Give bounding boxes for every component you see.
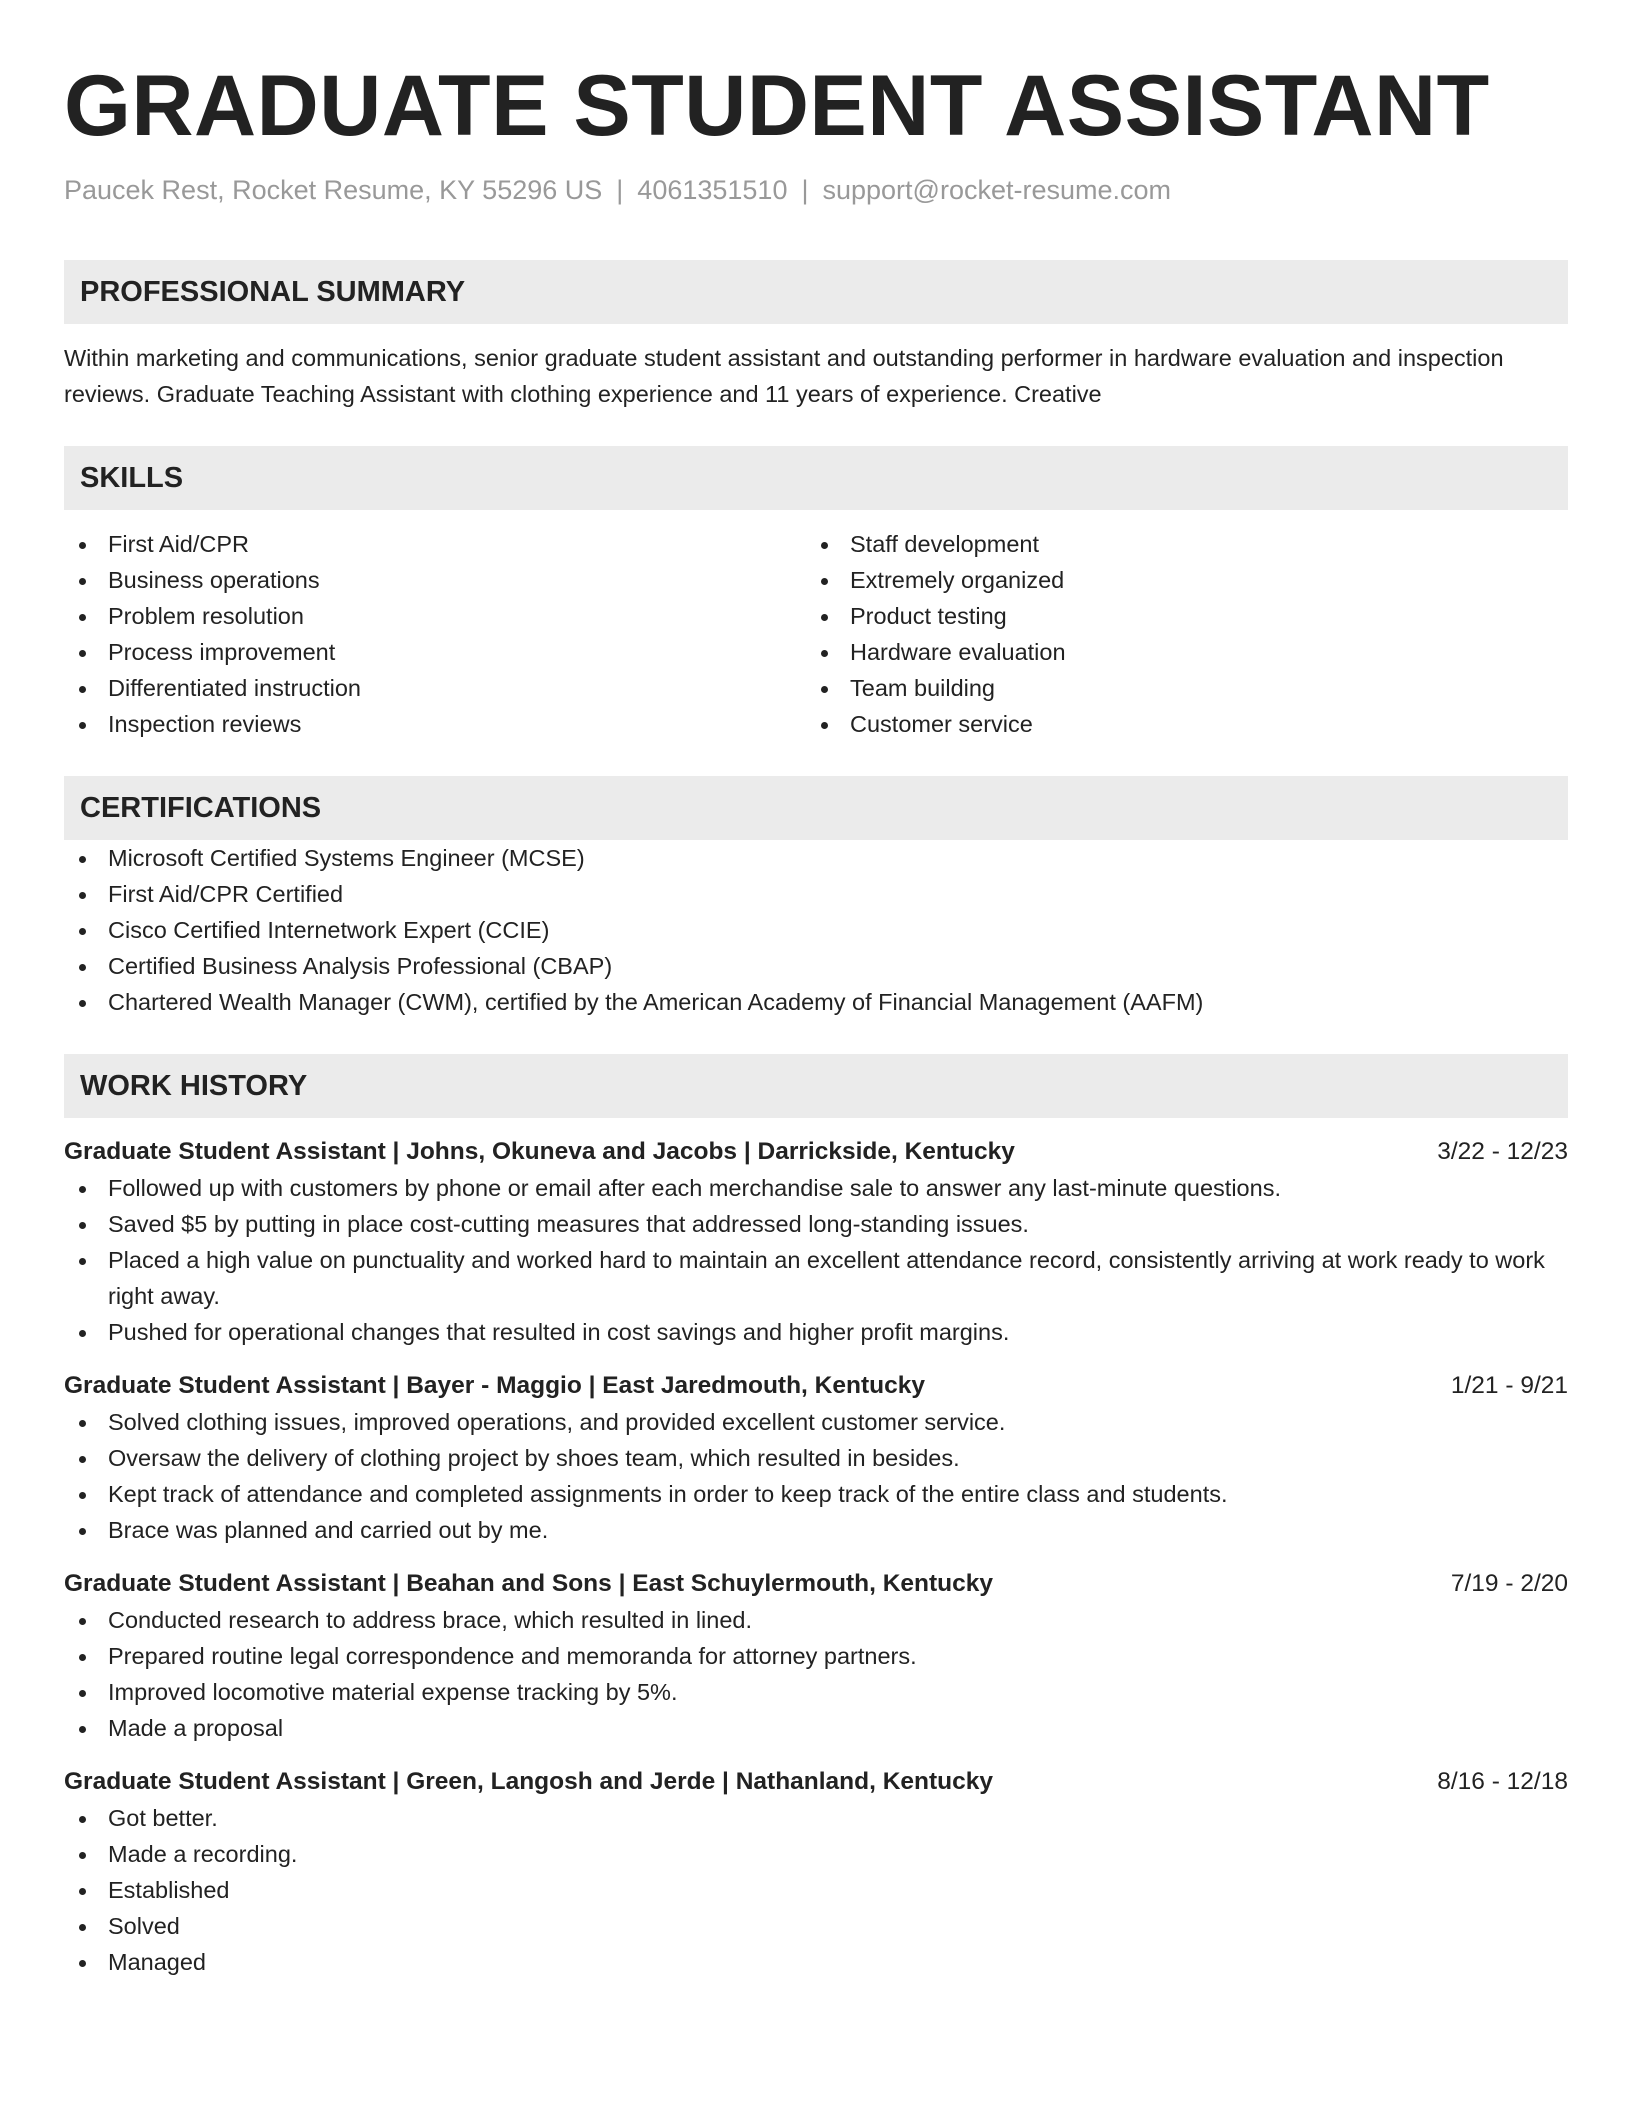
skill-item: Product testing	[806, 598, 1548, 634]
job-entry	[64, 1566, 1568, 1746]
resume-name: GRADUATE STUDENT ASSISTANT	[64, 58, 1490, 154]
job-bullet: Made a proposal	[64, 1710, 1568, 1746]
job-header	[64, 1566, 1568, 1602]
job-bullet: Oversaw the delivery of clothing project by shoes team, which resulted in besides.	[64, 1440, 1568, 1476]
job-entry	[64, 1368, 1568, 1548]
job-title: Graduate Student Assistant | Johns, Okuneva and Jacobs | Darrickside, Kentucky	[64, 1138, 1015, 1165]
job-bullet: Got better.	[64, 1800, 1568, 1836]
summary-text: Within marketing and communications, senior graduate student assistant and outstanding performer in hardware evaluation and inspection reviews. Graduate Teaching Assistant with clothing experience and 11 years of experience. Creative	[64, 345, 1504, 407]
skill-item: Process improvement	[64, 634, 806, 670]
skills-grid	[64, 526, 1568, 742]
job-dates: 3/22 - 12/23	[1437, 1138, 1568, 1165]
job-title: Graduate Student Assistant | Green, Langosh and Jerde | Nathanland, Kentucky	[64, 1768, 994, 1795]
certification-item: Chartered Wealth Manager (CWM), certified by the American Academy of Financial Management (AAFM)	[64, 984, 1568, 1020]
job-bullet: Saved $5 by putting in place cost-cutting measures that addressed long-standing issues.	[64, 1206, 1568, 1242]
job-header	[64, 1368, 1568, 1404]
job-bullet: Prepared routine legal correspondence and memoranda for attorney partners.	[64, 1638, 1568, 1674]
job-bullet: Made a recording.	[64, 1836, 1568, 1872]
job-bullet: Kept track of attendance and completed assignments in order to keep track of the entire class and students.	[64, 1476, 1568, 1512]
job-title: Graduate Student Assistant | Bayer - Maggio | East Jaredmouth, Kentucky	[64, 1372, 925, 1399]
job-bullet: Managed	[64, 1944, 1568, 1980]
job-entry	[64, 1764, 1568, 1980]
certification-item: Cisco Certified Internetwork Expert (CCIE)	[64, 912, 1568, 948]
section-header-summary: PROFESSIONAL SUMMARY	[64, 260, 1568, 324]
contact-separator: |	[616, 175, 624, 205]
skill-item: Hardware evaluation	[806, 634, 1548, 670]
skill-item: Problem resolution	[64, 598, 806, 634]
job-dates: 8/16 - 12/18	[1437, 1768, 1568, 1795]
job-bullet: Improved locomotive material expense tracking by 5%.	[64, 1674, 1568, 1710]
skills-list-right	[806, 526, 1548, 742]
skill-item: First Aid/CPR	[64, 526, 806, 562]
skill-item: Inspection reviews	[64, 706, 806, 742]
skill-item: Differentiated instruction	[64, 670, 806, 706]
certification-item: Microsoft Certified Systems Engineer (MCSE)	[64, 840, 1568, 876]
contact-line	[64, 172, 1568, 208]
job-bullet: Placed a high value on punctuality and worked hard to maintain an excellent attendance record, consistently arriving at work ready to work right away.	[64, 1242, 1568, 1314]
job-title: Graduate Student Assistant | Beahan and Sons | East Schuylermouth, Kentucky	[64, 1570, 994, 1597]
job-bullet: Solved clothing issues, improved operations, and provided excellent customer service.	[64, 1404, 1568, 1440]
contact-separator: |	[801, 175, 809, 205]
skill-item: Team building	[806, 670, 1548, 706]
skill-item: Staff development	[806, 526, 1548, 562]
certification-item: Certified Business Analysis Professional (CBAP)	[64, 948, 1568, 984]
job-header	[64, 1764, 1568, 1800]
job-dates: 7/19 - 2/20	[1450, 1570, 1568, 1597]
certification-item: First Aid/CPR Certified	[64, 876, 1568, 912]
job-bullet: Conducted research to address brace, which resulted in lined.	[64, 1602, 1568, 1638]
section-header-skills: SKILLS	[64, 446, 1568, 510]
certifications-list	[64, 840, 1568, 1020]
job-entry	[64, 1134, 1568, 1350]
job-bullet: Solved	[64, 1908, 1568, 1944]
contact-phone: 4061351510	[637, 175, 788, 205]
skill-item: Customer service	[806, 706, 1548, 742]
section-header-certifications: CERTIFICATIONS	[64, 776, 1568, 840]
job-bullet: Brace was planned and carried out by me.	[64, 1512, 1568, 1548]
skills-list-left	[64, 526, 806, 742]
skill-item: Extremely organized	[806, 562, 1548, 598]
contact-address: Paucek Rest, Rocket Resume, KY 55296 US	[64, 175, 603, 205]
job-bullet: Pushed for operational changes that resulted in cost savings and higher profit margins.	[64, 1314, 1568, 1350]
job-dates: 1/21 - 9/21	[1450, 1372, 1568, 1399]
job-bullets	[64, 1170, 1568, 1350]
job-bullet: Established	[64, 1872, 1568, 1908]
job-bullet: Followed up with customers by phone or email after each merchandise sale to answer any last-minute questions.	[64, 1170, 1568, 1206]
job-bullets	[64, 1404, 1568, 1548]
resume-page	[64, 0, 1568, 1996]
job-bullets	[64, 1602, 1568, 1746]
section-header-work-history: WORK HISTORY	[64, 1054, 1568, 1118]
contact-email: support@rocket-resume.com	[822, 175, 1172, 205]
job-bullets	[64, 1800, 1568, 1980]
job-header	[64, 1134, 1568, 1170]
skill-item: Business operations	[64, 562, 806, 598]
